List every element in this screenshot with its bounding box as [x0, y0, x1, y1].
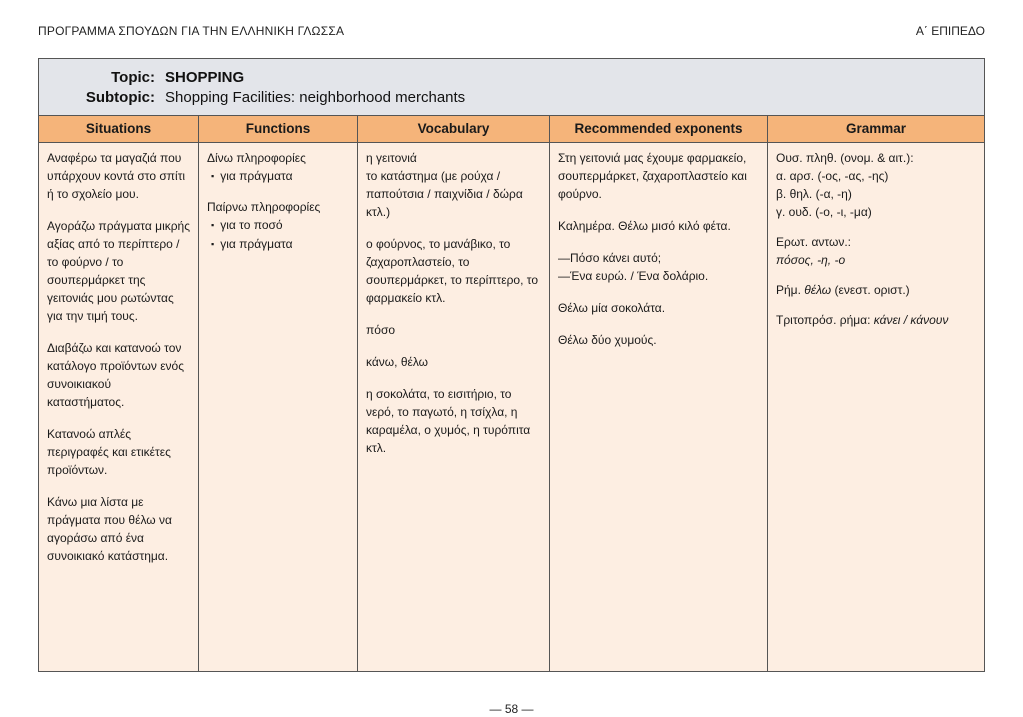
curriculum-table: [38, 58, 985, 672]
exponent-dialogue-line: —Πόσο κάνει αυτό;: [558, 251, 662, 265]
column-header-situations: Situations: [39, 116, 198, 143]
functions-body: [199, 143, 357, 671]
function-bullet: ▪ για το ποσό: [207, 216, 349, 235]
page-number: — 58 —: [489, 702, 534, 716]
vocabulary-item: το κατάστημα (με ρούχα / παπούτσια / παιχνίδια / δώρα κτλ.): [366, 169, 523, 219]
topic-box: [39, 59, 984, 116]
subtopic-label: Subtopic:: [85, 89, 155, 106]
grammar-line: [776, 281, 976, 299]
subtopic-line: [50, 89, 465, 106]
running-header-level: Α΄ ΕΠΙΠΕΔΟ: [915, 24, 985, 38]
column-functions: [199, 116, 358, 671]
grammar-line: [776, 311, 976, 329]
grammar-line: [776, 251, 976, 269]
column-vocabulary: [358, 116, 550, 671]
function-bullet: ▪ για πράγματα: [207, 235, 349, 254]
grammar-text: Ρήμ.: [776, 283, 801, 297]
column-exponents: [550, 116, 768, 671]
exponent-dialogue-line: —Ένα ευρώ. / Ένα δολάριο.: [558, 269, 709, 283]
column-header-grammar: Grammar: [768, 116, 984, 143]
vocabulary-item: κάνω, θέλω: [366, 355, 429, 369]
situation-item: Διαβάζω και κατανοώ τον κατάλογο προϊόντων ενός συνοικιακού καταστήματος.: [47, 341, 184, 409]
exponent-item: Καλημέρα. Θέλω μισό κιλό φέτα.: [558, 219, 731, 233]
topic-line: [75, 69, 244, 86]
situation-item: Αγοράζω πράγματα μικρής αξίας από το περίπτερο / το φούρνο / το σουπερμάρκετ της γειτονιάς μου ρωτώντας για την τιμή τους.: [47, 219, 191, 323]
running-header-title: ΠΡΟΓΡΑΜΜΑ ΣΠΟΥΔΩΝ ΓΙΑ ΤΗΝ ΕΛΛΗΝΙΚΗ ΓΛΩΣΣΑ: [38, 24, 345, 38]
topic-label: Topic:: [111, 69, 155, 86]
grammar-text: Τριτοπρόσ. ρήμα:: [776, 313, 871, 327]
grammar-text: (ενεστ. οριστ.): [834, 283, 910, 297]
function-heading: Παίρνω πληροφορίες: [207, 200, 321, 214]
vocabulary-item: η γειτονιά: [366, 151, 417, 165]
column-situations: [39, 116, 199, 671]
vocabulary-item: η σοκολάτα, το εισιτήριο, το νερό, το παγωτό, η τσίχλα, η καραμέλα, ο χυμός, η τυρόπιτα κτλ.: [366, 387, 531, 455]
column-header-exponents: Recommended exponents: [550, 116, 767, 143]
exponents-body: [550, 143, 767, 671]
grammar-line: γ. ουδ. (-ο, -ι, -μα): [776, 205, 872, 219]
column-header-vocabulary: Vocabulary: [358, 116, 549, 143]
exponent-item: Θέλω δύο χυμούς.: [558, 333, 657, 347]
vocabulary-item: πόσο: [366, 323, 396, 337]
grammar-heading: Ερωτ. αντων.:: [776, 235, 851, 249]
situation-item: Αναφέρω τα μαγαζιά που υπάρχουν κοντά στο σπίτι ή το σχολείο μου.: [47, 151, 186, 201]
column-grammar: [768, 116, 984, 671]
grammar-heading: Ουσ. πληθ. (ονομ. & αιτ.):: [776, 151, 914, 165]
situation-item: Κάνω μια λίστα με πράγματα που θέλω να αγοράσω από ένα συνοικιακό κατάστημα.: [47, 495, 172, 563]
table-columns: [39, 116, 984, 671]
grammar-body: [768, 143, 984, 671]
grammar-italic: θέλω: [804, 283, 832, 297]
function-heading: Δίνω πληροφορίες: [207, 151, 306, 165]
topic-value: SHOPPING: [165, 69, 245, 86]
grammar-italic: κάνει / κάνουν: [873, 313, 949, 327]
exponent-item: Θέλω μία σοκολάτα.: [558, 301, 666, 315]
vocabulary-item: ο φούρνος, το μανάβικο, το ζαχαροπλαστείο, το σουπερμάρκετ, το περίπτερο, το φαρμακείο κτλ.: [366, 237, 539, 305]
function-bullet: ▪ για πράγματα: [207, 167, 349, 186]
column-header-functions: Functions: [199, 116, 357, 143]
subtopic-value: Shopping Facilities: neighborhood merchants: [165, 89, 466, 106]
vocabulary-body: [358, 143, 549, 671]
exponent-item: Στη γειτονιά μας έχουμε φαρμακείο, σουπερμάρκετ, ζαχαροπλαστείο και φούρνο.: [558, 151, 747, 201]
situation-item: Κατανοώ απλές περιγραφές και ετικέτες προϊόντων.: [47, 427, 171, 477]
grammar-line: β. θηλ. (-α, -η): [776, 187, 852, 201]
grammar-line: α. αρσ. (-ος, -ας, -ης): [776, 169, 889, 183]
grammar-italic: πόσος, -η, -ο: [776, 253, 846, 267]
situations-body: [39, 143, 198, 671]
